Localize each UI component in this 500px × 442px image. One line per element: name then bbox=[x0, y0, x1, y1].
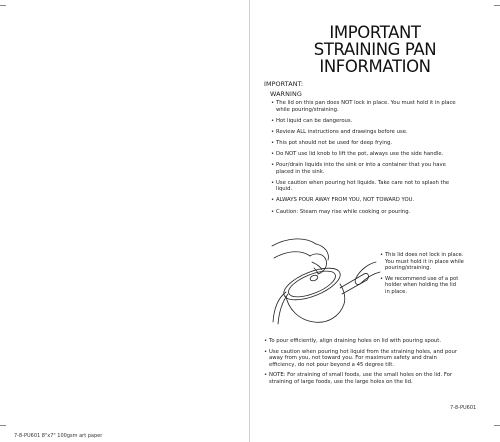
warning-item: • This pot should not be used for deep frying. bbox=[271, 140, 486, 147]
pouring-tip: • To pour efficiently, align draining holes on lid with pouring spout. bbox=[264, 338, 494, 345]
warning-item: • The lid on this pan does NOT lock in place. You must hold it in place while pouring/straining. bbox=[271, 100, 486, 113]
product-code: 7-8-PU601 bbox=[450, 405, 477, 411]
pouring-tip: • NOTE: For straining of small foods, use the small holes on the lid. For straining of large foods, use the large holes on the lid. bbox=[264, 372, 494, 385]
title-line-2: STRAINING PAN bbox=[313, 40, 437, 59]
illustration-notes bbox=[380, 252, 490, 299]
warning-item: • Do NOT use lid knob to lift the pot, always use the side handle. bbox=[271, 151, 486, 158]
blank-left-page bbox=[0, 0, 249, 442]
warning-item: • Use caution when pouring hot liquids. Take care not to splash the liquid. bbox=[271, 180, 486, 193]
illustration-note: • We recommend use of a pot holder when holding the lid in place. bbox=[380, 276, 490, 296]
pouring-tip: • Use caution when pouring hot liquid from the straining holes, and pour away from you, not toward you. For maximum safety and drain efficiency, do not pour beyond a 45 degree tilt. bbox=[264, 349, 494, 369]
illustration-note: • This lid does not lock in place. You must hold it in place while pouring/straining. bbox=[380, 252, 490, 272]
page-title bbox=[250, 24, 500, 75]
warning-list bbox=[271, 100, 486, 220]
warning-item: • Caution: Steam may rise while cooking or pouring. bbox=[271, 209, 486, 216]
warning-item: • Pour/drain liquids into the sink or into a container that you have placed in the sink. bbox=[271, 162, 486, 175]
title-line-1: IMPORTANT bbox=[329, 23, 421, 42]
crop-mark-top-left bbox=[0, 5, 6, 6]
pouring-tips-list bbox=[264, 338, 494, 390]
warning-item: • Hot liquid can be dangerous. bbox=[271, 118, 486, 125]
crop-mark-bottom-left bbox=[0, 425, 6, 426]
title-line-3: INFORMATION bbox=[319, 57, 431, 76]
warning-item: • ALWAYS POUR AWAY FROM YOU, NOT TOWARD YOU. bbox=[271, 197, 486, 204]
pan-pouring-illustration bbox=[264, 232, 382, 328]
warning-item: • Review ALL instructions and drawings before use. bbox=[271, 129, 486, 136]
instruction-page bbox=[250, 0, 500, 442]
print-specification: 7-8-PU601 8"x7" 100gsm art paper bbox=[14, 433, 103, 439]
warning-heading: WARNING bbox=[270, 90, 302, 98]
important-heading: IMPORTANT: bbox=[264, 80, 304, 88]
